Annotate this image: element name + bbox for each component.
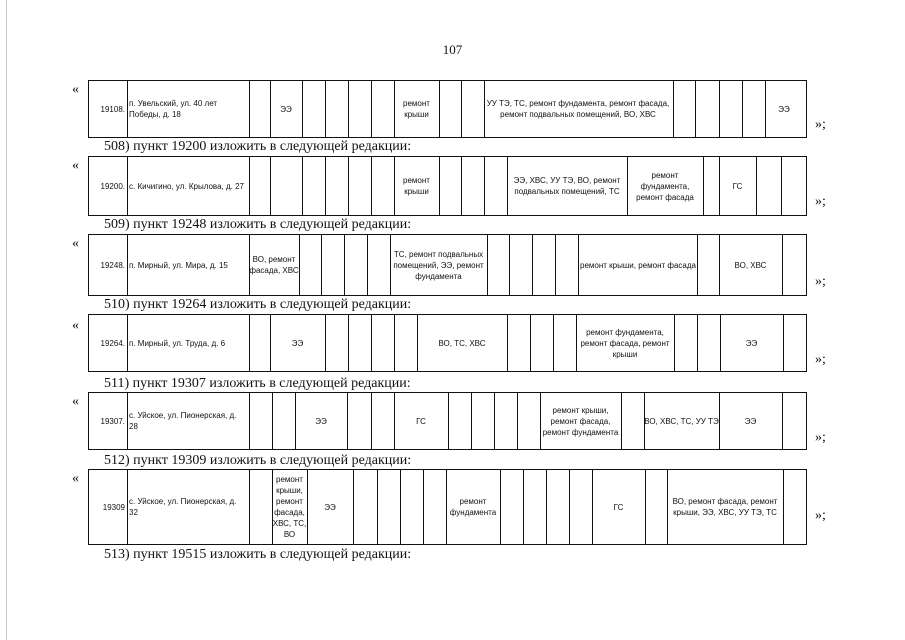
closing-quote: »; xyxy=(815,194,826,209)
closing-quote: »; xyxy=(815,274,826,289)
address-cell: с. Уйское, ул. Пионерская, д. 32 xyxy=(129,497,237,517)
opening-quote: « xyxy=(72,394,79,409)
item-number: 19108. xyxy=(100,104,125,114)
address-cell: с. Уйское, ул. Пионерская, д. 28 xyxy=(129,411,237,431)
opening-quote: « xyxy=(72,471,79,486)
opening-quote: « xyxy=(72,158,79,173)
work-cell: ЭЭ xyxy=(315,416,327,426)
page-number: 107 xyxy=(442,42,463,57)
address-cell: п. Мирный, ул. Мира, д. 15 xyxy=(129,260,228,270)
work-cell: ВО, ремонт фасада, ХВС xyxy=(249,255,299,275)
work-cell: ремонт крыши, ремонт фасада, ХВС, ТС, ВО xyxy=(272,475,307,539)
work-cell: ГС xyxy=(732,181,743,191)
table-row xyxy=(88,80,807,138)
section-heading: 508) пункт 19200 изложить в следующей редакции: xyxy=(104,139,412,154)
closing-quote: »; xyxy=(815,352,826,367)
table-row xyxy=(88,469,807,545)
opening-quote: « xyxy=(72,318,79,333)
section-heading: 509) пункт 19248 изложить в следующей редакции: xyxy=(104,217,412,232)
work-cell: ЭЭ xyxy=(280,104,292,114)
work-cell: ГС xyxy=(613,502,624,512)
table-row xyxy=(88,392,807,450)
work-cell: ГС xyxy=(416,416,426,426)
item-number: 19264. xyxy=(100,338,125,348)
item-number: 19200. xyxy=(100,181,125,191)
table-row xyxy=(88,314,807,372)
work-cell: ТС, ремонт подвальных помещений, ЭЭ, ремонт фундамента xyxy=(393,249,484,281)
work-cell: ЭЭ xyxy=(745,338,758,348)
item-number: 19309 xyxy=(102,502,125,512)
section-heading: 512) пункт 19309 изложить в следующей редакции: xyxy=(104,453,412,468)
closing-quote: »; xyxy=(815,430,826,445)
work-cell: ВО, ХВС xyxy=(734,260,767,270)
section-heading: 511) пункт 19307 изложить в следующей редакции: xyxy=(104,376,411,391)
work-cell: ремонт крыши xyxy=(403,99,430,119)
work-cell: ремонт крыши, ремонт фасада, ремонт фундамента xyxy=(542,405,619,437)
work-cell: ремонт фундамента, ремонт фасада xyxy=(636,170,694,202)
work-cell: ВО, ремонт фасада, ремонт крыши, ЭЭ, ХВС, УУ ТЭ, ТС xyxy=(672,497,778,517)
closing-quote: »; xyxy=(815,508,826,523)
address-cell: п. Мирный, ул. Труда, д. 6 xyxy=(129,338,226,348)
work-cell: УУ ТЭ, ТС, ремонт фундамента, ремонт фасада, ремонт подвальных помещений, ВО, ХВС xyxy=(486,99,670,119)
address-cell: п. Увельский, ул. 40 лет Победы, д. 18 xyxy=(129,99,218,119)
item-number: 19248. xyxy=(100,260,125,270)
work-cell: ремонт фундамента, ремонт фасада, ремонт крыши xyxy=(580,327,670,359)
work-cell: ВО, ТС, ХВС xyxy=(438,338,486,348)
work-cell: ЭЭ xyxy=(744,416,757,426)
opening-quote: « xyxy=(72,82,79,97)
work-cell: ремонт фундамента xyxy=(449,497,497,517)
work-cell: ЭЭ, ХВС, УУ ТЭ, ВО, ремонт подвальных помещений, ТС xyxy=(513,176,621,196)
work-cell: ЭЭ xyxy=(324,502,336,512)
address-cell: с. Кичигино, ул. Крылова, д. 27 xyxy=(129,181,244,191)
work-cell: ЭЭ xyxy=(291,338,304,348)
table-row xyxy=(88,156,807,216)
work-cell: ЭЭ xyxy=(778,104,790,114)
closing-quote: »; xyxy=(815,117,826,132)
opening-quote: « xyxy=(72,236,79,251)
item-number: 19307. xyxy=(100,416,125,426)
section-heading: 510) пункт 19264 изложить в следующей редакции: xyxy=(104,297,412,312)
page-margin-line xyxy=(6,0,7,640)
work-cell: ремонт крыши, ремонт фасада xyxy=(580,260,696,270)
work-cell: ВО, ХВС, ТС, УУ ТЭ xyxy=(644,416,719,426)
section-heading: 513) пункт 19515 изложить в следующей редакции: xyxy=(104,547,412,562)
work-cell: ремонт крыши xyxy=(403,176,430,196)
table-row xyxy=(88,234,807,296)
